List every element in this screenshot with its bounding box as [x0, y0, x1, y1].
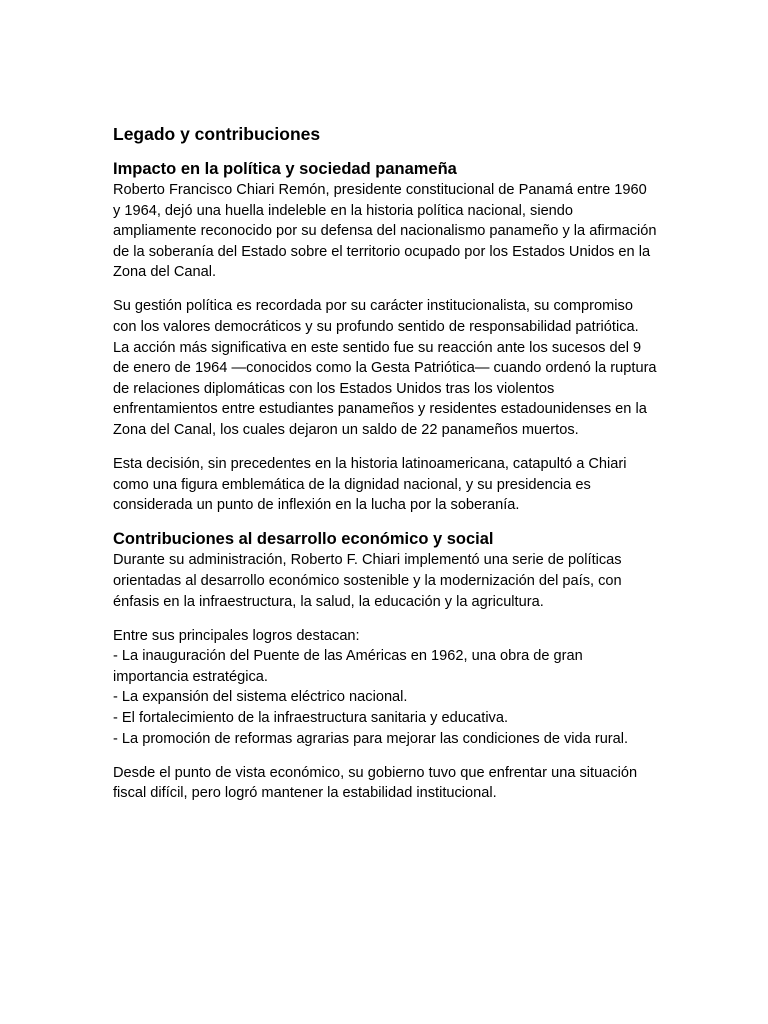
section-heading: Contribuciones al desarrollo económico y social — [113, 530, 494, 549]
closing-paragraph: Desde el punto de vista económico, su gobierno tuvo que enfrentar una situación fiscal difícil, pero logró mantener la estabilidad institucional. — [113, 764, 638, 802]
paragraph: Su gestión política es recordada por su carácter institucionalista, su compromiso con los valores democráticos y su profundo sentido de responsabilidad patriótica. La acción más significativa en este sentido fue su reacción ante los sucesos del 9 de enero de 1964 —conocidos como la Gesta Patriótica— cuando ordenó la ruptura de relaciones diplomáticas con los Estados Unidos tras los violentos enfrentamientos entre estudiantes panameños y residentes estadounidenses en la Zona del Canal, los cuales dejaron un saldo de 22 panameños muertos. — [113, 298, 657, 439]
list-item: - La inauguración del Puente de las Américas en 1962, una obra de gran importancia estratégica. — [113, 648, 583, 685]
section-desarrollo — [113, 529, 658, 804]
list-item: - La promoción de reformas agrarias para mejorar las condiciones de vida rural. — [113, 730, 629, 747]
document-title: Legado y contribuciones — [113, 124, 321, 144]
document-body — [113, 122, 658, 817]
paragraph: Esta decisión, sin precedentes en la historia latinoamericana, catapultó a Chiari como una figura emblemática de la dignidad nacional, y su presidencia es considerada un punto de inflexión en la lucha por la soberanía. — [113, 456, 627, 514]
list-item: - La expansión del sistema eléctrico nacional. — [113, 689, 408, 706]
paragraph: Durante su administración, Roberto F. Chiari implementó una serie de políticas orientadas al desarrollo económico sostenible y la modernización del país, con énfasis en la infraestructura, la salud, la educación y la agricultura. — [113, 552, 622, 610]
section-politica — [113, 159, 658, 516]
section-heading: Impacto en la política y sociedad panameña — [113, 160, 457, 178]
list-intro: Entre sus principales logros destacan: — [113, 627, 360, 644]
list-item: - El fortalecimiento de la infraestructura sanitaria y educativa. — [113, 710, 509, 727]
paragraph: Roberto Francisco Chiari Remón, presidente constitucional de Panamá entre 1960 y 1964, dejó una huella indeleble en la historia política nacional, siendo ampliamente reconocido por su defensa del nacionalismo panameño y la afirmación de la soberanía del Estado sobre el territorio ocupado por los Estados Unidos en la Zona del Canal. — [113, 182, 657, 281]
achievements-list — [113, 646, 658, 749]
